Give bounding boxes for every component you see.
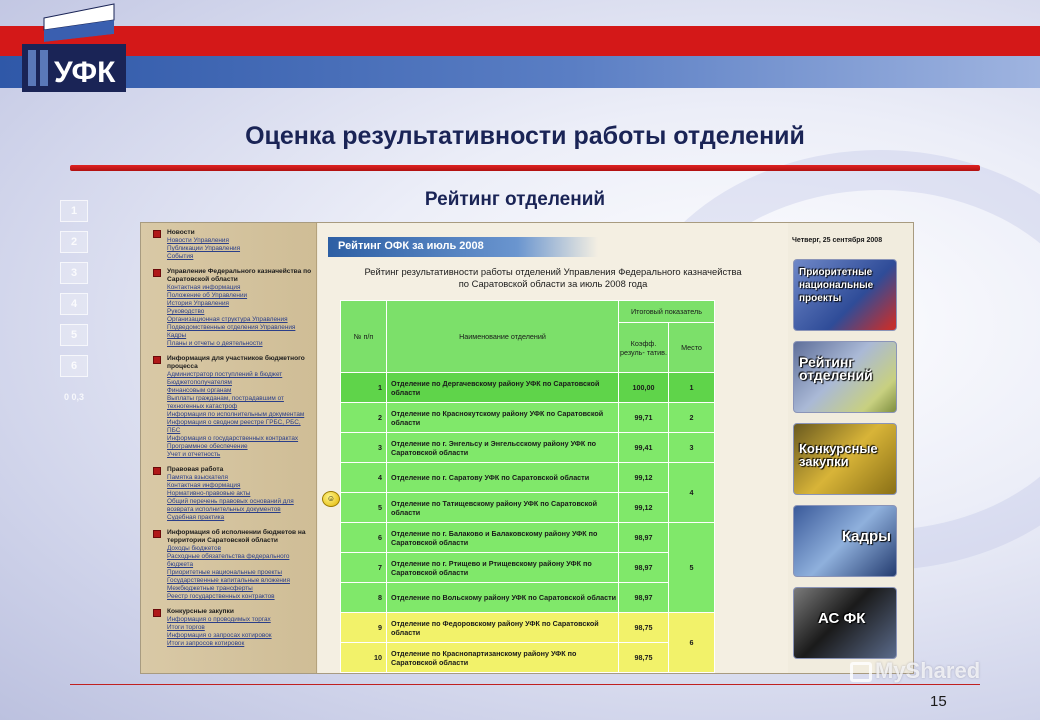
sidebar-link[interactable]: События <box>167 253 194 260</box>
logo-text: УФК <box>54 56 116 89</box>
bg-tile: 4 <box>60 293 88 315</box>
watermark <box>850 658 980 684</box>
page-number: 15 <box>930 693 947 710</box>
rating-banner: Рейтинг ОФК за июль 2008 <box>328 237 598 257</box>
sidebar-link[interactable]: Программное обеспечение <box>167 443 248 450</box>
sidebar <box>141 223 317 674</box>
sidebar-link[interactable]: Судебная практика <box>167 514 225 521</box>
promo-as-fk[interactable]: АС ФК <box>793 587 897 659</box>
bg-tile: 5 <box>60 324 88 346</box>
row-coef: 99,12 <box>619 463 669 493</box>
bullet-icon <box>153 269 161 277</box>
header-name: Наименование отделений <box>387 301 619 373</box>
sidebar-link[interactable]: История Управления <box>167 300 229 307</box>
sidebar-link[interactable]: Государственные капитальные вложения <box>167 577 290 584</box>
bullet-icon <box>153 609 161 617</box>
promo-staff[interactable]: Кадры <box>793 505 897 577</box>
table-row <box>341 523 715 553</box>
sidebar-link[interactable]: техногенных катастроф <box>167 403 238 410</box>
sidebar-link[interactable]: Положение об Управлении <box>167 292 248 299</box>
header-group: Итоговый показатель <box>619 301 715 323</box>
row-number: 5 <box>341 493 387 523</box>
table-row <box>341 613 715 643</box>
sidebar-link[interactable]: Памятка взыскателя <box>167 474 228 481</box>
bg-tile: 2 <box>60 231 88 253</box>
rating-table <box>340 300 715 673</box>
table-row <box>341 493 715 523</box>
bg-tile: 6 <box>60 355 88 377</box>
row-number: 7 <box>341 553 387 583</box>
sidebar-link[interactable]: ПБС <box>167 427 181 434</box>
table-row <box>341 553 715 583</box>
row-number: 1 <box>341 373 387 403</box>
current-date: Четверг, 25 сентября 2008 <box>792 237 883 244</box>
promo-priority-projects[interactable]: Приоритетные национальные проекты <box>793 259 897 331</box>
ufk-logo-icon <box>14 0 129 98</box>
row-name: Отделение по г. Ртищево и Ртищевскому району УФК по Саратовской области <box>387 553 619 583</box>
sidebar-section-title[interactable]: Управление Федерального казначейства по Саратовской области <box>167 268 312 283</box>
row-name: Отделение по Краснопартизанскому району УФК по Саратовской области <box>387 643 619 673</box>
sidebar-link[interactable]: Организационная структура Управления <box>167 316 288 323</box>
sidebar-link[interactable]: Учет и отчетность <box>167 451 221 458</box>
header-blue-bar <box>0 56 1040 88</box>
row-place: 5 <box>669 523 715 613</box>
sidebar-section <box>151 608 312 648</box>
sidebar-link[interactable]: Реестр государственных контрактов <box>167 593 275 600</box>
sidebar-section-title[interactable]: Правовая работа <box>167 466 224 473</box>
sidebar-section <box>151 355 312 459</box>
rating-table-wrap <box>340 300 714 673</box>
sidebar-section-title[interactable]: Новости <box>167 229 195 236</box>
promo-rating[interactable]: Рейтинг отделений <box>793 341 897 413</box>
sidebar-section-title[interactable]: Информация для участников бюджетного процесса <box>167 355 305 370</box>
row-name: Отделение по Дергачевскому району УФК по Саратовской области <box>387 373 619 403</box>
sidebar-link[interactable]: Общий перечень правовых оснований для <box>167 498 294 505</box>
main-content <box>318 223 788 674</box>
sidebar-link[interactable]: Информация по исполнительным документам <box>167 411 305 418</box>
table-row <box>341 373 715 403</box>
row-coef: 98,75 <box>619 613 669 643</box>
background-label: 0 0,3 <box>64 392 85 402</box>
sidebar-link[interactable]: Информация о государственных контрактах <box>167 435 299 442</box>
watermark-icon <box>850 662 872 682</box>
header-red-bar <box>0 26 1040 56</box>
sidebar-link[interactable]: возврата исполнительных документов <box>167 506 281 513</box>
row-name: Отделение по Вольскому району УФК по Саратовской области <box>387 583 619 613</box>
header-coef: Коэфф. резуль- татив. <box>619 323 669 373</box>
row-number: 9 <box>341 613 387 643</box>
row-coef: 98,97 <box>619 553 669 583</box>
sidebar-link[interactable]: Публикации Управления <box>167 245 241 252</box>
row-number: 10 <box>341 643 387 673</box>
sidebar-link[interactable]: Информация о проводимых торгах <box>167 616 271 623</box>
watermark-text: MyShared <box>875 658 981 683</box>
row-name: Отделение по г. Энгельсу и Энгельсскому району УФК по Саратовской области <box>387 433 619 463</box>
sidebar-section <box>151 466 312 522</box>
sidebar-link[interactable]: Планы и отчеты о деятельности <box>167 340 263 347</box>
smiley-icon: ☺ <box>322 491 340 507</box>
row-coef: 98,75 <box>619 643 669 673</box>
row-name: Отделение по г. Саратову УФК по Саратовской области <box>387 463 619 493</box>
bg-tile: 1 <box>60 200 88 222</box>
sidebar-link[interactable]: Межбюджетные трансферты <box>167 585 253 592</box>
row-coef: 99,41 <box>619 433 669 463</box>
bullet-icon <box>153 230 161 238</box>
sidebar-section <box>151 229 312 261</box>
row-coef: 98,97 <box>619 583 669 613</box>
table-row <box>341 643 715 673</box>
bottom-rule <box>70 684 980 685</box>
sidebar-link[interactable]: Кадры <box>167 332 187 339</box>
row-coef: 100,00 <box>619 373 669 403</box>
bullet-icon <box>153 530 161 538</box>
sidebar-link[interactable]: Доходы бюджетов <box>167 545 221 552</box>
row-number: 2 <box>341 403 387 433</box>
row-number: 8 <box>341 583 387 613</box>
table-caption-line: по Саратовской области за июль 2008 года <box>458 278 648 289</box>
sidebar-section-title[interactable]: Конкурсные закупки <box>167 608 234 615</box>
table-row <box>341 403 715 433</box>
sidebar-link[interactable]: Бюджетополучателям <box>167 379 232 386</box>
sidebar-link[interactable]: Контактная информация <box>167 482 241 489</box>
sidebar-link[interactable]: Финансовым органам <box>167 387 232 394</box>
sidebar-link[interactable]: Нормативно-правовые акты <box>167 490 251 497</box>
row-place: 1 <box>669 373 715 403</box>
row-coef: 99,71 <box>619 403 669 433</box>
header-num: № п/п <box>341 301 387 373</box>
sidebar-link[interactable]: Информация о запросах котировок <box>167 632 272 639</box>
row-name: Отделение по г. Балаково и Балаковскому району УФК по Саратовской области <box>387 523 619 553</box>
sidebar-link[interactable]: Администратор поступлений в бюджет <box>167 371 283 378</box>
row-number: 4 <box>341 463 387 493</box>
background-tiles <box>60 200 100 386</box>
table-caption <box>318 266 788 290</box>
row-place: 2 <box>669 403 715 433</box>
row-name: Отделение по Татищевскому району УФК по Саратовской области <box>387 493 619 523</box>
row-name: Отделение по Федоровскому району УФК по Саратовской области <box>387 613 619 643</box>
sidebar-link[interactable]: Расходные обязательства федерального <box>167 553 290 560</box>
sidebar-section <box>151 529 312 601</box>
right-column <box>788 223 914 674</box>
row-number: 3 <box>341 433 387 463</box>
promo-procurement[interactable]: Конкурсные закупки <box>793 423 897 495</box>
sidebar-link[interactable]: Выплаты гражданам, пострадавшим от <box>167 395 284 402</box>
sidebar-link[interactable]: Подведомственные отделения Управления <box>167 324 296 331</box>
bg-tile: 3 <box>60 262 88 284</box>
title-rule <box>70 165 980 171</box>
row-coef: 99,12 <box>619 493 669 523</box>
sidebar-link[interactable]: Контактная информация <box>167 284 241 291</box>
sidebar-link[interactable]: бюджета <box>167 561 194 568</box>
row-number: 6 <box>341 523 387 553</box>
sidebar-section-title[interactable]: Информация об исполнении бюджетов на территории Саратовской области <box>167 529 306 544</box>
sidebar-link[interactable]: Итоги запросов котировок <box>167 640 245 647</box>
bullet-icon <box>153 467 161 475</box>
sidebar-link[interactable]: Руководство <box>167 308 205 315</box>
header-place: Место <box>669 323 715 373</box>
table-row <box>341 583 715 613</box>
row-coef: 98,97 <box>619 523 669 553</box>
sidebar-link[interactable]: Информация о сводном реестре ГРБС, РБС, <box>167 419 301 426</box>
slide-title: Оценка результативности работы отделений <box>245 122 805 150</box>
sidebar-link[interactable]: Новости Управления <box>167 237 229 244</box>
bullet-icon <box>153 356 161 364</box>
table-row <box>341 433 715 463</box>
row-place: 6 <box>669 613 715 673</box>
slide-subtitle: Рейтинг отделений <box>424 189 606 210</box>
sidebar-section <box>151 268 312 348</box>
row-name: Отделение по Краснокутскому району УФК по Саратовской области <box>387 403 619 433</box>
row-place: 3 <box>669 433 715 463</box>
table-caption-line: Рейтинг результативности работы отделений Управления Федерального казначейства <box>364 266 742 277</box>
sidebar-link[interactable]: Приоритетные национальные проекты <box>167 569 282 576</box>
sidebar-link[interactable]: Итоги торгов <box>167 624 205 631</box>
row-place: 4 <box>669 463 715 523</box>
table-row <box>341 463 715 493</box>
website-screenshot <box>140 222 914 674</box>
